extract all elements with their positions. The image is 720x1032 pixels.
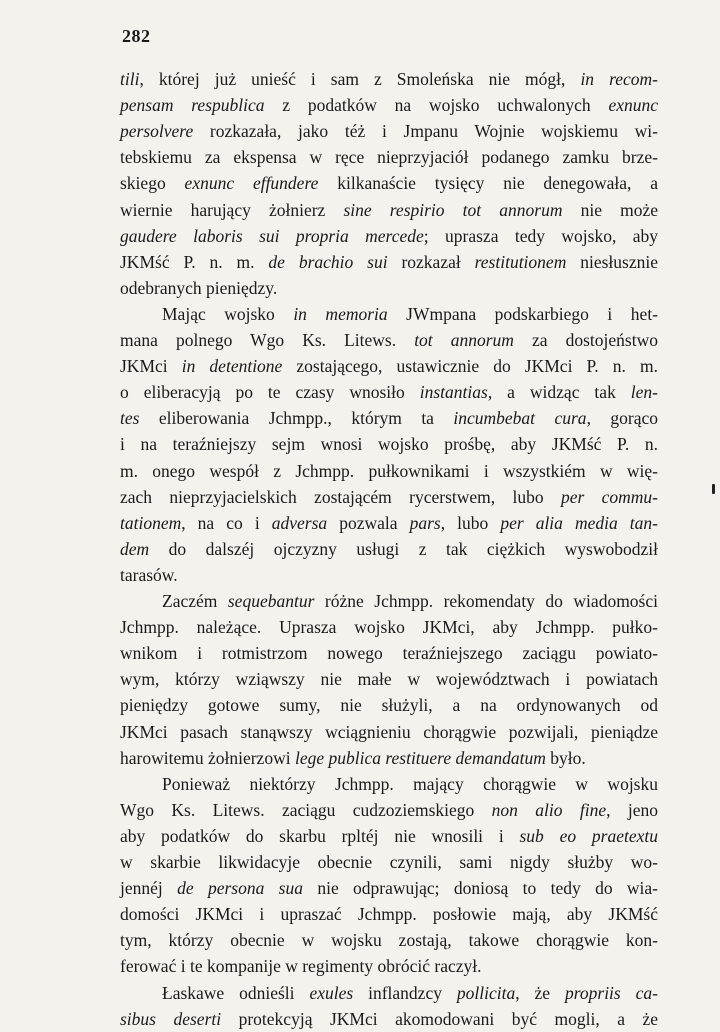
text-segment: m. onego wespół z Jchmpp. pułkownikami i wszystkiém w wię- [120, 460, 658, 481]
text-line [120, 144, 658, 170]
text-segment: było. [545, 747, 586, 768]
text-segment: JWmpana podskarbiego i het- [387, 303, 659, 324]
text-segment: domości JKMci i upraszać Jchmpp. posłowie mają, aby JKMść [120, 904, 658, 925]
text-segment: eliberowania Jchmpp., którym ta [139, 408, 454, 429]
text-line [120, 405, 658, 431]
text-segment: jennéj [120, 878, 178, 899]
italic-phrase: sub eo praetextu [519, 825, 658, 846]
text-segment: , gorąco [586, 408, 658, 429]
text-segment: aby podatków do skarbu rpltéj nie wnosili i [120, 825, 520, 846]
text-line [120, 66, 658, 92]
italic-phrase: persolvere [120, 121, 194, 142]
text-segment: kilkanaście tysięcy nie denegowała, a [318, 173, 658, 194]
text-line [120, 719, 658, 745]
text-line [120, 849, 658, 875]
italic-phrase: len- [630, 382, 659, 403]
text-segment: z podatków na wojsko uchwalonych [264, 95, 609, 116]
italic-phrase: in recom- [580, 69, 658, 89]
text-segment: JKMść P. n. m. [120, 251, 269, 272]
italic-phrase: exules [309, 982, 354, 1003]
italic-phrase: sibus deserti [120, 1008, 222, 1029]
italic-phrase: dem [120, 538, 150, 559]
italic-phrase: lege publica restituere demandatum [294, 747, 546, 768]
text-segment: różne Jchmpp. rekomendaty do wiadomości [314, 591, 658, 611]
text-line [120, 92, 658, 118]
text-line [120, 353, 658, 379]
text-segment: wym, którzy wziąwszy nie małe w województwach i powiatach [120, 669, 658, 690]
text-segment: niesłusznie [566, 251, 658, 272]
italic-phrase: per commu- [560, 486, 658, 507]
text-line [120, 927, 658, 953]
text-segment: Jchmpp. należące. Uprasza wojsko JKMci, aby Jchmpp. pułko- [120, 617, 658, 638]
text-line [162, 980, 658, 1006]
italic-phrase: in detentione [181, 356, 283, 377]
text-line [120, 640, 658, 666]
text-line [120, 458, 658, 484]
text-segment: inflandzcy [353, 982, 457, 1003]
text-segment: Mając wojsko [162, 303, 294, 324]
text-segment: i na teraźniejszy sejm wnosi wojsko prośbę, aby JKMść P. n. [120, 434, 658, 455]
text-line [120, 118, 658, 144]
text-segment: w skarbie likwidacyje obecnie czynili, sami nigdy służby wo- [120, 852, 658, 872]
italic-phrase: exnunc effundere [184, 173, 319, 194]
text-segment: nie może [562, 199, 658, 220]
text-line [162, 588, 658, 614]
text-segment: zach nieprzyjacielskich zostającém rycerstwem, lubo [120, 486, 561, 507]
text-segment: Ponieważ niektórzy Jchmpp. mający chorągwie w wojsku [162, 773, 658, 794]
text-segment: JKMci [120, 356, 182, 377]
text-segment: pozwala [327, 512, 410, 533]
text-line [120, 823, 658, 849]
italic-phrase: non alio fine [491, 799, 607, 820]
text-line [120, 562, 658, 588]
text-segment: Zaczém [162, 591, 228, 611]
text-segment: , lubo [440, 512, 501, 533]
text-segment: , a widząc tak [487, 382, 631, 403]
text-segment: wiernie harujący żołnierz [120, 199, 344, 220]
text-line [120, 275, 658, 301]
text-segment: odebranych pieniędzy. [120, 277, 278, 298]
text-line [120, 327, 658, 353]
text-line [120, 510, 658, 536]
text-line [120, 745, 658, 771]
text-segment: wnikom i rotmistrzom nowego teraźniejszego zaciągu powiato- [120, 643, 658, 664]
text-segment: do dalszéj ojczyzny usługi z tak ciężkich wyswobodził [149, 538, 658, 559]
text-segment: harowitemu żołnierzowi [120, 747, 295, 768]
text-line [120, 170, 658, 196]
text-line [120, 197, 658, 223]
italic-phrase: sine respirio tot annorum [343, 199, 563, 220]
text-segment: Wgo Ks. Litews. zaciągu cudzoziemskiego [120, 799, 492, 820]
text-line [120, 953, 658, 979]
italic-phrase: pars [409, 512, 441, 533]
italic-phrase: pensam respublica [120, 95, 265, 116]
italic-phrase: per alia media tan- [500, 512, 658, 533]
text-segment: , że [515, 982, 565, 1003]
italic-phrase: propriis ca- [564, 982, 658, 1003]
italic-phrase: incumbebat cura [453, 408, 587, 429]
text-segment: mana polnego Wgo Ks. Litews. [120, 330, 415, 350]
text-segment: tarasów. [120, 564, 178, 585]
text-segment: rozkazał [387, 251, 475, 272]
text-segment: tebskiemu za ekspensa w ręce nieprzyjaciół podanego zamku brze- [120, 147, 658, 168]
italic-phrase: de persona sua [177, 878, 303, 899]
margin-mark [712, 484, 715, 494]
italic-phrase: sequebantur [227, 591, 315, 611]
text-line [120, 692, 658, 718]
text-segment: za dostojeństwo [513, 330, 658, 350]
italic-phrase: gaudere laboris sui propria mercede [120, 225, 424, 246]
text-segment: protekcyją JKMci akomodowani być mogli, a że [221, 1008, 658, 1029]
text-segment: , której już unieść i sam z Smoleńska nie mógł, [139, 69, 581, 89]
italic-phrase: de brachio sui [268, 251, 388, 272]
text-line [120, 875, 658, 901]
text-line [162, 301, 658, 327]
text-line [120, 614, 658, 640]
text-segment: zostającego, ustawicznie do JKMci P. n. m. [282, 356, 658, 377]
text-segment: Łaskawe odnieśli [162, 982, 310, 1003]
text-line [120, 536, 658, 562]
text-segment: o eliberacyją po te czasy wnosiło [120, 382, 420, 403]
italic-phrase: adversa [271, 512, 328, 533]
text-line [120, 431, 658, 457]
text-line [120, 901, 658, 927]
italic-phrase: tes [120, 408, 140, 429]
text-segment: ; uprasza tedy wojsko, aby [423, 225, 658, 246]
italic-phrase: pollicita [456, 982, 516, 1003]
text-segment: ferować i te kompanije w regimenty obrócić raczył. [120, 956, 482, 977]
italic-phrase: tationem [120, 512, 182, 533]
text-segment: , na co i [181, 512, 272, 533]
text-line [120, 249, 658, 275]
italic-phrase: in memoria [293, 303, 388, 324]
italic-phrase: exnunc [608, 95, 658, 116]
text-segment: nie odprawując; doniosą to tedy do wia- [303, 878, 658, 899]
italic-phrase: restitutionem [474, 251, 567, 272]
italic-phrase: instantias [419, 382, 488, 403]
text-segment: tym, którzy obecnie w wojsku zostają, takowe chorągwie kon- [120, 930, 658, 951]
italic-phrase: tot annorum [414, 330, 514, 350]
text-segment: JKMci pasach stanąwszy wciągnieniu chorągwie pozwijali, pieniądze [120, 721, 658, 742]
page-number: 282 [122, 26, 151, 46]
text-segment: , jeno [606, 799, 658, 820]
text-segment: pieniędzy gotowe sumy, nie służyli, a na ordynowanych od [120, 695, 658, 716]
text-line [120, 666, 658, 692]
text-line [120, 223, 658, 249]
text-line [120, 484, 658, 510]
text-segment: rozkazała, jako téż i Jmpanu Wojnie wojskiemu wi- [193, 121, 658, 142]
text-segment: skiego [120, 173, 185, 194]
text-line [162, 771, 658, 797]
text-line [120, 379, 658, 405]
italic-phrase: tili [120, 69, 140, 89]
text-line [120, 797, 658, 823]
